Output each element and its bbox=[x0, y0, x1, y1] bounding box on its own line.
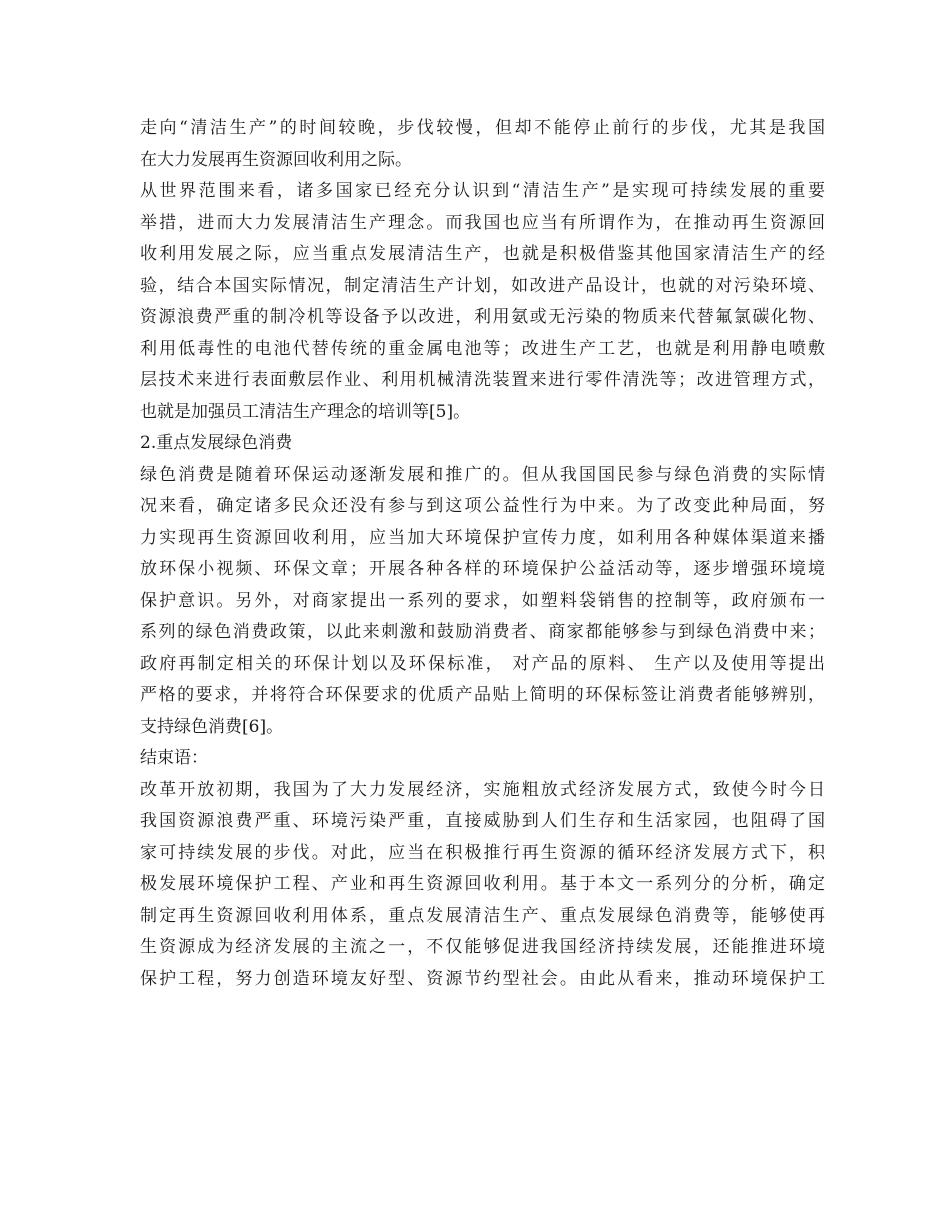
text-line: 我国资源浪费严重、环境污染严重，直接威胁到人们生存和生活家园，也阻碍了国 bbox=[140, 811, 825, 831]
text-line: 层技术来进行表面敷层作业、利用机械清洗装置来进行零件清洗等；改进管理方式， bbox=[140, 370, 825, 390]
text-line: 改革开放初期，我国为了大力发展经济，实施粗放式经济发展方式，致使今时今日 bbox=[140, 779, 825, 800]
text-line: 系列的绿色消费政策，以此来刺激和鼓励消费者、商家都能够参与到绿色消费中来； bbox=[140, 622, 825, 642]
text-line: 收利用发展之际，应当重点发展清洁生产，也就是积极借鉴其他国家清洁生产的经 bbox=[140, 244, 825, 264]
text-line: 利用低毒性的电池代替传统的重金属电池等；改进生产工艺，也就是利用静电喷敷 bbox=[140, 338, 825, 359]
text-line: 也就是加强员工清洁生产理念的培训等[5]。 bbox=[140, 401, 471, 422]
text-line: 走向“清洁生产”的时间较晚，步伐较慢，但却不能停止前行的步伐，尤其是我国 bbox=[140, 118, 825, 138]
text-line: 放环保小视频、环保文章；开展各种各样的环境保护公益活动等，逐步增强环境境 bbox=[140, 559, 825, 579]
text-line: 力实现再生资源回收利用，应当加大环境保护宣传力度，如利用各种媒体渠道来播 bbox=[140, 527, 825, 548]
text-line: 绿色消费是随着环保运动逐渐发展和推广的。但从我国国民参与绿色消费的实际情 bbox=[140, 464, 825, 485]
text-line: 极发展环境保护工程、产业和再生资源回收利用。基于本文一系列分的分析，确定 bbox=[140, 874, 825, 894]
text-line: 验，结合本国实际情况，制定清洁生产计划，如改进产品设计，也就的对污染环境、 bbox=[140, 275, 825, 296]
text-line: 制定再生资源回收利用体系，重点发展清洁生产、重点发展绿色消费等，能够使再 bbox=[140, 905, 825, 926]
text-line: 政府再制定相关的环保计划以及环保标准， 对产品的原料、 生产以及使用等提出 bbox=[140, 653, 825, 674]
text-line: 资源浪费严重的制冷机等设备予以改进，利用氨或无污染的物质来代替氟氯碳化物、 bbox=[140, 307, 825, 327]
text-line: 况来看，确定诸多民众还没有参与到这项公益性行为中来。为了改变此种局面，努 bbox=[140, 496, 825, 516]
text-line: 严格的要求，并将符合环保要求的优质产品贴上简明的环保标签让消费者能够辨别， bbox=[140, 685, 825, 705]
text-line: 从世界范围来看，诸多国家已经充分认识到“清洁生产”是实现可持续发展的重要 bbox=[140, 181, 825, 201]
text-line: 2.重点发展绿色消费 bbox=[140, 433, 293, 453]
text-line: 生资源成为经济发展的主流之一，不仅能够促进我国经济持续发展，还能推进环境 bbox=[140, 937, 825, 957]
text-line: 举措，进而大力发展清洁生产理念。而我国也应当有所谓作为，在推动再生资源回 bbox=[140, 212, 825, 233]
text-line: 家可持续发展的步伐。对此，应当在积极推行再生资源的循环经济发展方式下，积 bbox=[140, 842, 825, 863]
text-line: 在大力发展再生资源回收利用之际。 bbox=[140, 149, 412, 170]
text-line: 结束语： bbox=[140, 748, 208, 768]
text-line: 保护意识。另外，对商家提出一系列的要求，如塑料袋销售的控制等，政府颁布一 bbox=[140, 590, 825, 611]
text-line: 保护工程，努力创造环境友好型、资源节约型社会。由此从看来，推动环境保护工 bbox=[140, 968, 825, 989]
document-body bbox=[140, 113, 825, 995]
text-line: 支持绿色消费[6]。 bbox=[140, 716, 284, 737]
